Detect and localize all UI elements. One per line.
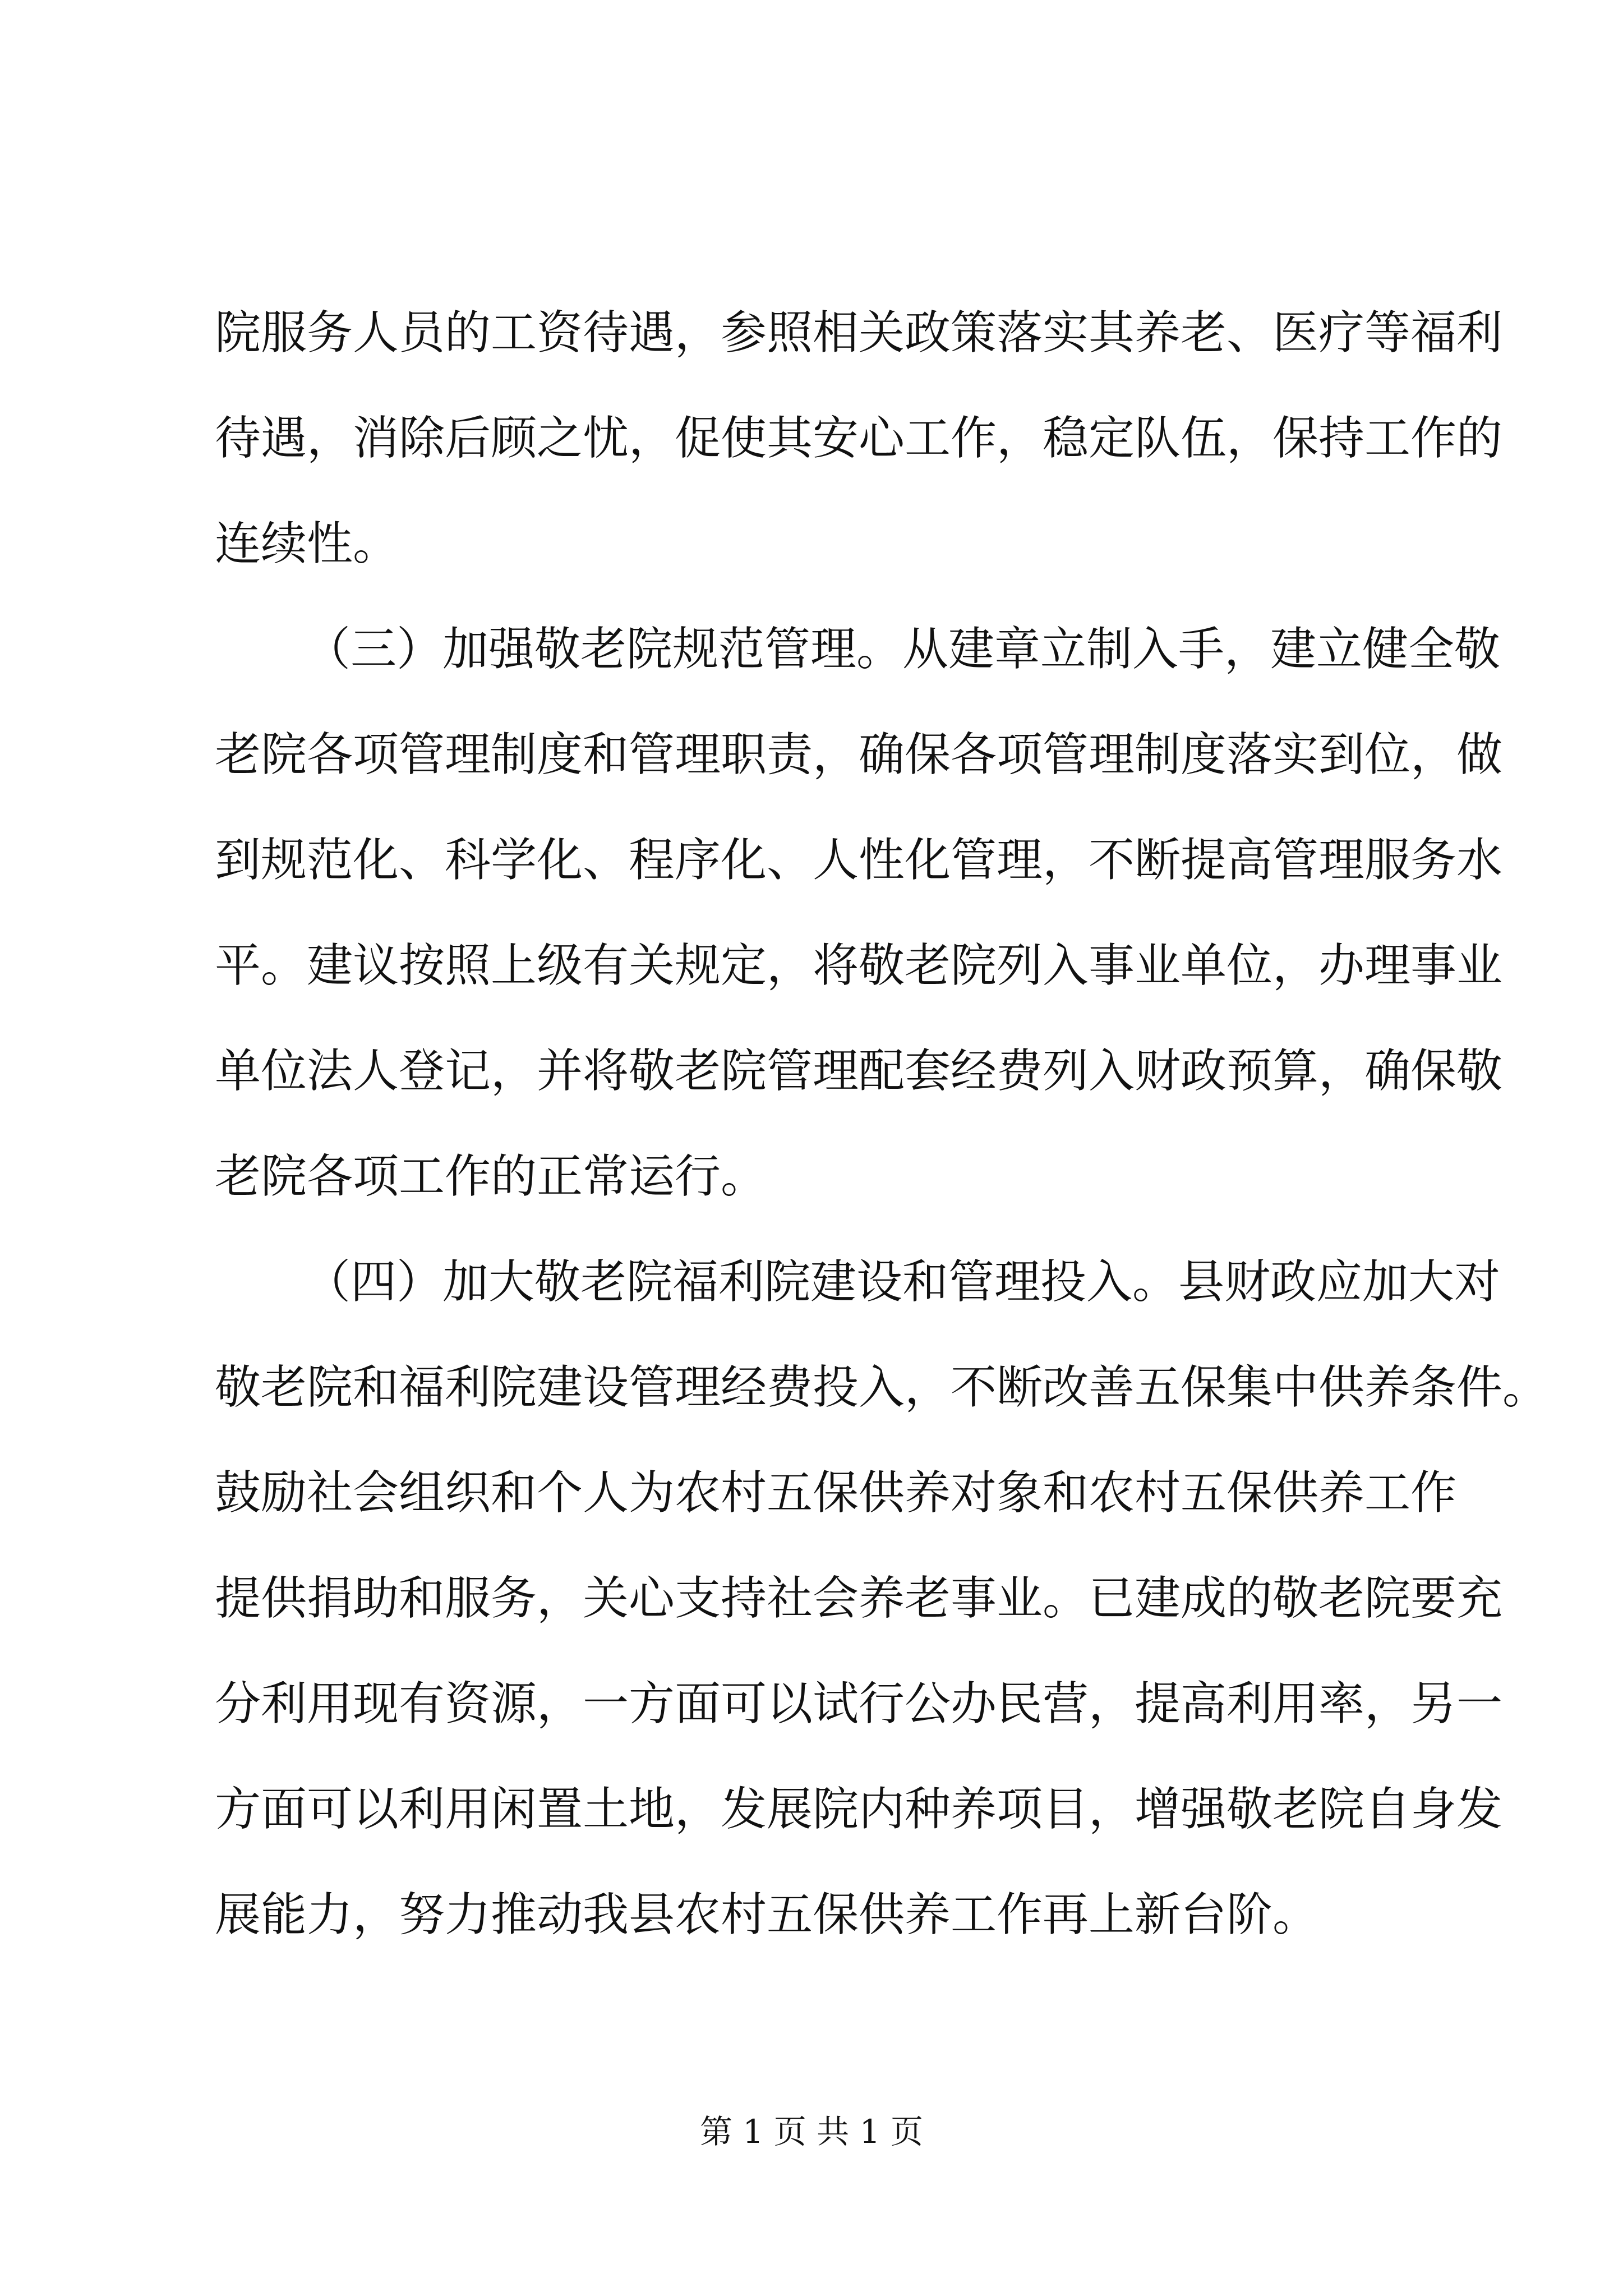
text-line: 单位法人登记，并将敬老院管理配套经费列入财政预算，确保敬 <box>215 1045 1503 1098</box>
paragraph-heading-line: （四）加大敬老院福利院建设和管理投入。县财政应加大对 <box>305 1255 1501 1309</box>
text-line: 老院各项工作的正常运行。 <box>215 1150 767 1203</box>
text-line: 平。建议按照上级有关规定，将敬老院列入事业单位，办理事业 <box>215 939 1503 992</box>
text-line: 展能力，努力推动我县农村五保供养工作再上新台阶。 <box>215 1888 1319 1941</box>
text-line: 待遇，消除后顾之忧，促使其安心工作，稳定队伍，保持工作的 <box>215 412 1503 465</box>
text-line: 到规范化、科学化、程序化、人性化管理，不断提高管理服务水 <box>215 834 1503 887</box>
text-line: 老院各项管理制度和管理职责，确保各项管理制度落实到位，做 <box>215 728 1503 781</box>
text-line: 连续性。 <box>215 517 399 570</box>
text-line: 院服务人员的工资待遇，参照相关政策落实其养老、医疗等福利 <box>215 306 1503 360</box>
text-line: 分利用现有资源，一方面可以试行公办民营，提高利用率，另一 <box>215 1677 1503 1731</box>
document-body <box>215 280 1549 1968</box>
text-line: 提供捐助和服务，关心支持社会养老事业。已建成的敬老院要充 <box>215 1572 1503 1625</box>
page-number-footer: 第 1 页 共 1 页 <box>700 2113 923 2151</box>
text-line: 敬老院和福利院建设管理经费投入，不断改善五保集中供养条件。 <box>215 1361 1549 1414</box>
text-line: 方面可以利用闲置土地，发展院内种养项目，增强敬老院自身发 <box>215 1783 1503 1836</box>
paragraph-heading-line: （三）加强敬老院规范管理。从建章立制入手，建立健全敬 <box>305 623 1501 676</box>
text-line: 鼓励社会组织和个人为农村五保供养对象和农村五保供养工作 <box>215 1466 1457 1520</box>
